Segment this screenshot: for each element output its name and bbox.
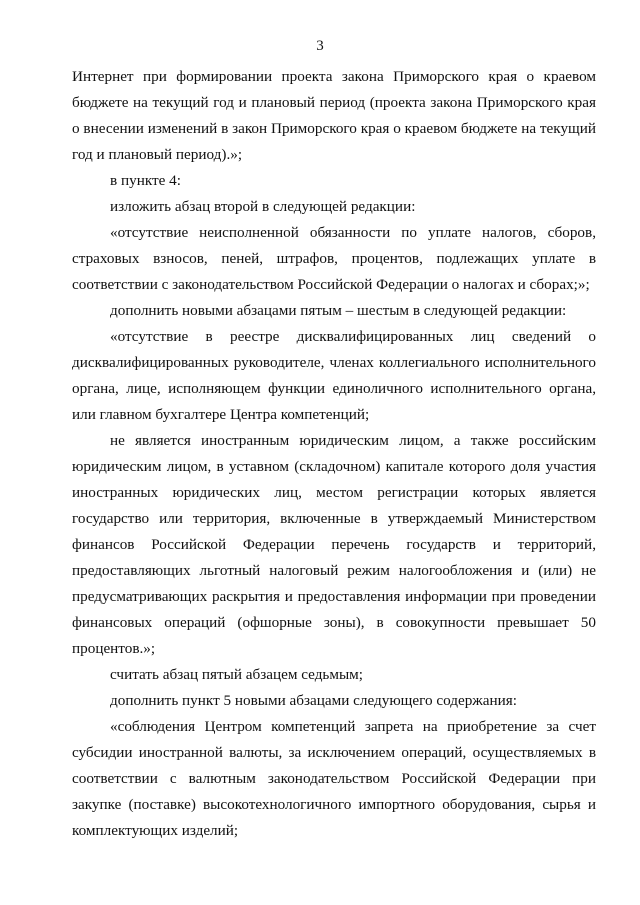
- paragraph-disqualified-registry: «отсутствие в реестре дисквалифицированных лиц сведений о дисквалифицированных руководителе, членах коллегиального исполнительного органа, лице, исполняющем функции единоличного исполнительного органа, или главном бухгалтере Центра компетенций;: [72, 328, 596, 423]
- paragraph-renumber: считать абзац пятый абзацем седьмым;: [110, 666, 363, 683]
- paragraph-add-fifth-sixth: дополнить новыми абзацами пятым – шестым в следующей редакции:: [110, 302, 567, 319]
- paragraph-continuation: Интернет при формировании проекта закона Приморского края о краевом бюджете на текущий год и плановый период (проекта закона Приморского края о внесении изменений в закон Приморского края о краевом бюджете на текущий год и плановый период).»;: [72, 68, 596, 163]
- paragraph-no-tax-debt: «отсутствие неисполненной обязанности по уплате налогов, сборов, страховых взносов, пеней, штрафов, процентов, подлежащих уплате в соответствии с законодательством Российской Федерации о налогах и сборах;»;: [72, 224, 596, 293]
- page-number: 3: [316, 38, 324, 54]
- paragraph-amend-second: изложить абзац второй в следующей редакции:: [110, 198, 416, 215]
- paragraph-foreign-entity: не является иностранным юридическим лицом, а также российским юридическим лицом, в уставном (складочном) капитале которого доля участия иностранных юридических лиц, местом регистрации которых является государство или территория, включенные в утверждаемый Министерством финансов Российской Федерации перечень государств и территорий, предоставляющих льготный налоговый режим налогообложения и (или) не предусматривающих раскрытия и предоставления информации при проведении финансовых операций (офшорные зоны), в совокупности превышает 50 процентов.»;: [72, 432, 596, 657]
- paragraph-currency-ban: «соблюдения Центром компетенций запрета на приобретение за счет субсидии иностранной валюты, за исключением операций, осуществляемых в соответствии с валютным законодательством Российской Федерации при закупке (поставке) высокотехнологичного импортного оборудования, сырья и комплектующих изделий;: [72, 718, 596, 839]
- paragraph-add-point-5: дополнить пункт 5 новыми абзацами следующего содержания:: [110, 692, 517, 709]
- document-body: [72, 64, 596, 844]
- paragraph-point-4: в пункте 4:: [110, 172, 181, 189]
